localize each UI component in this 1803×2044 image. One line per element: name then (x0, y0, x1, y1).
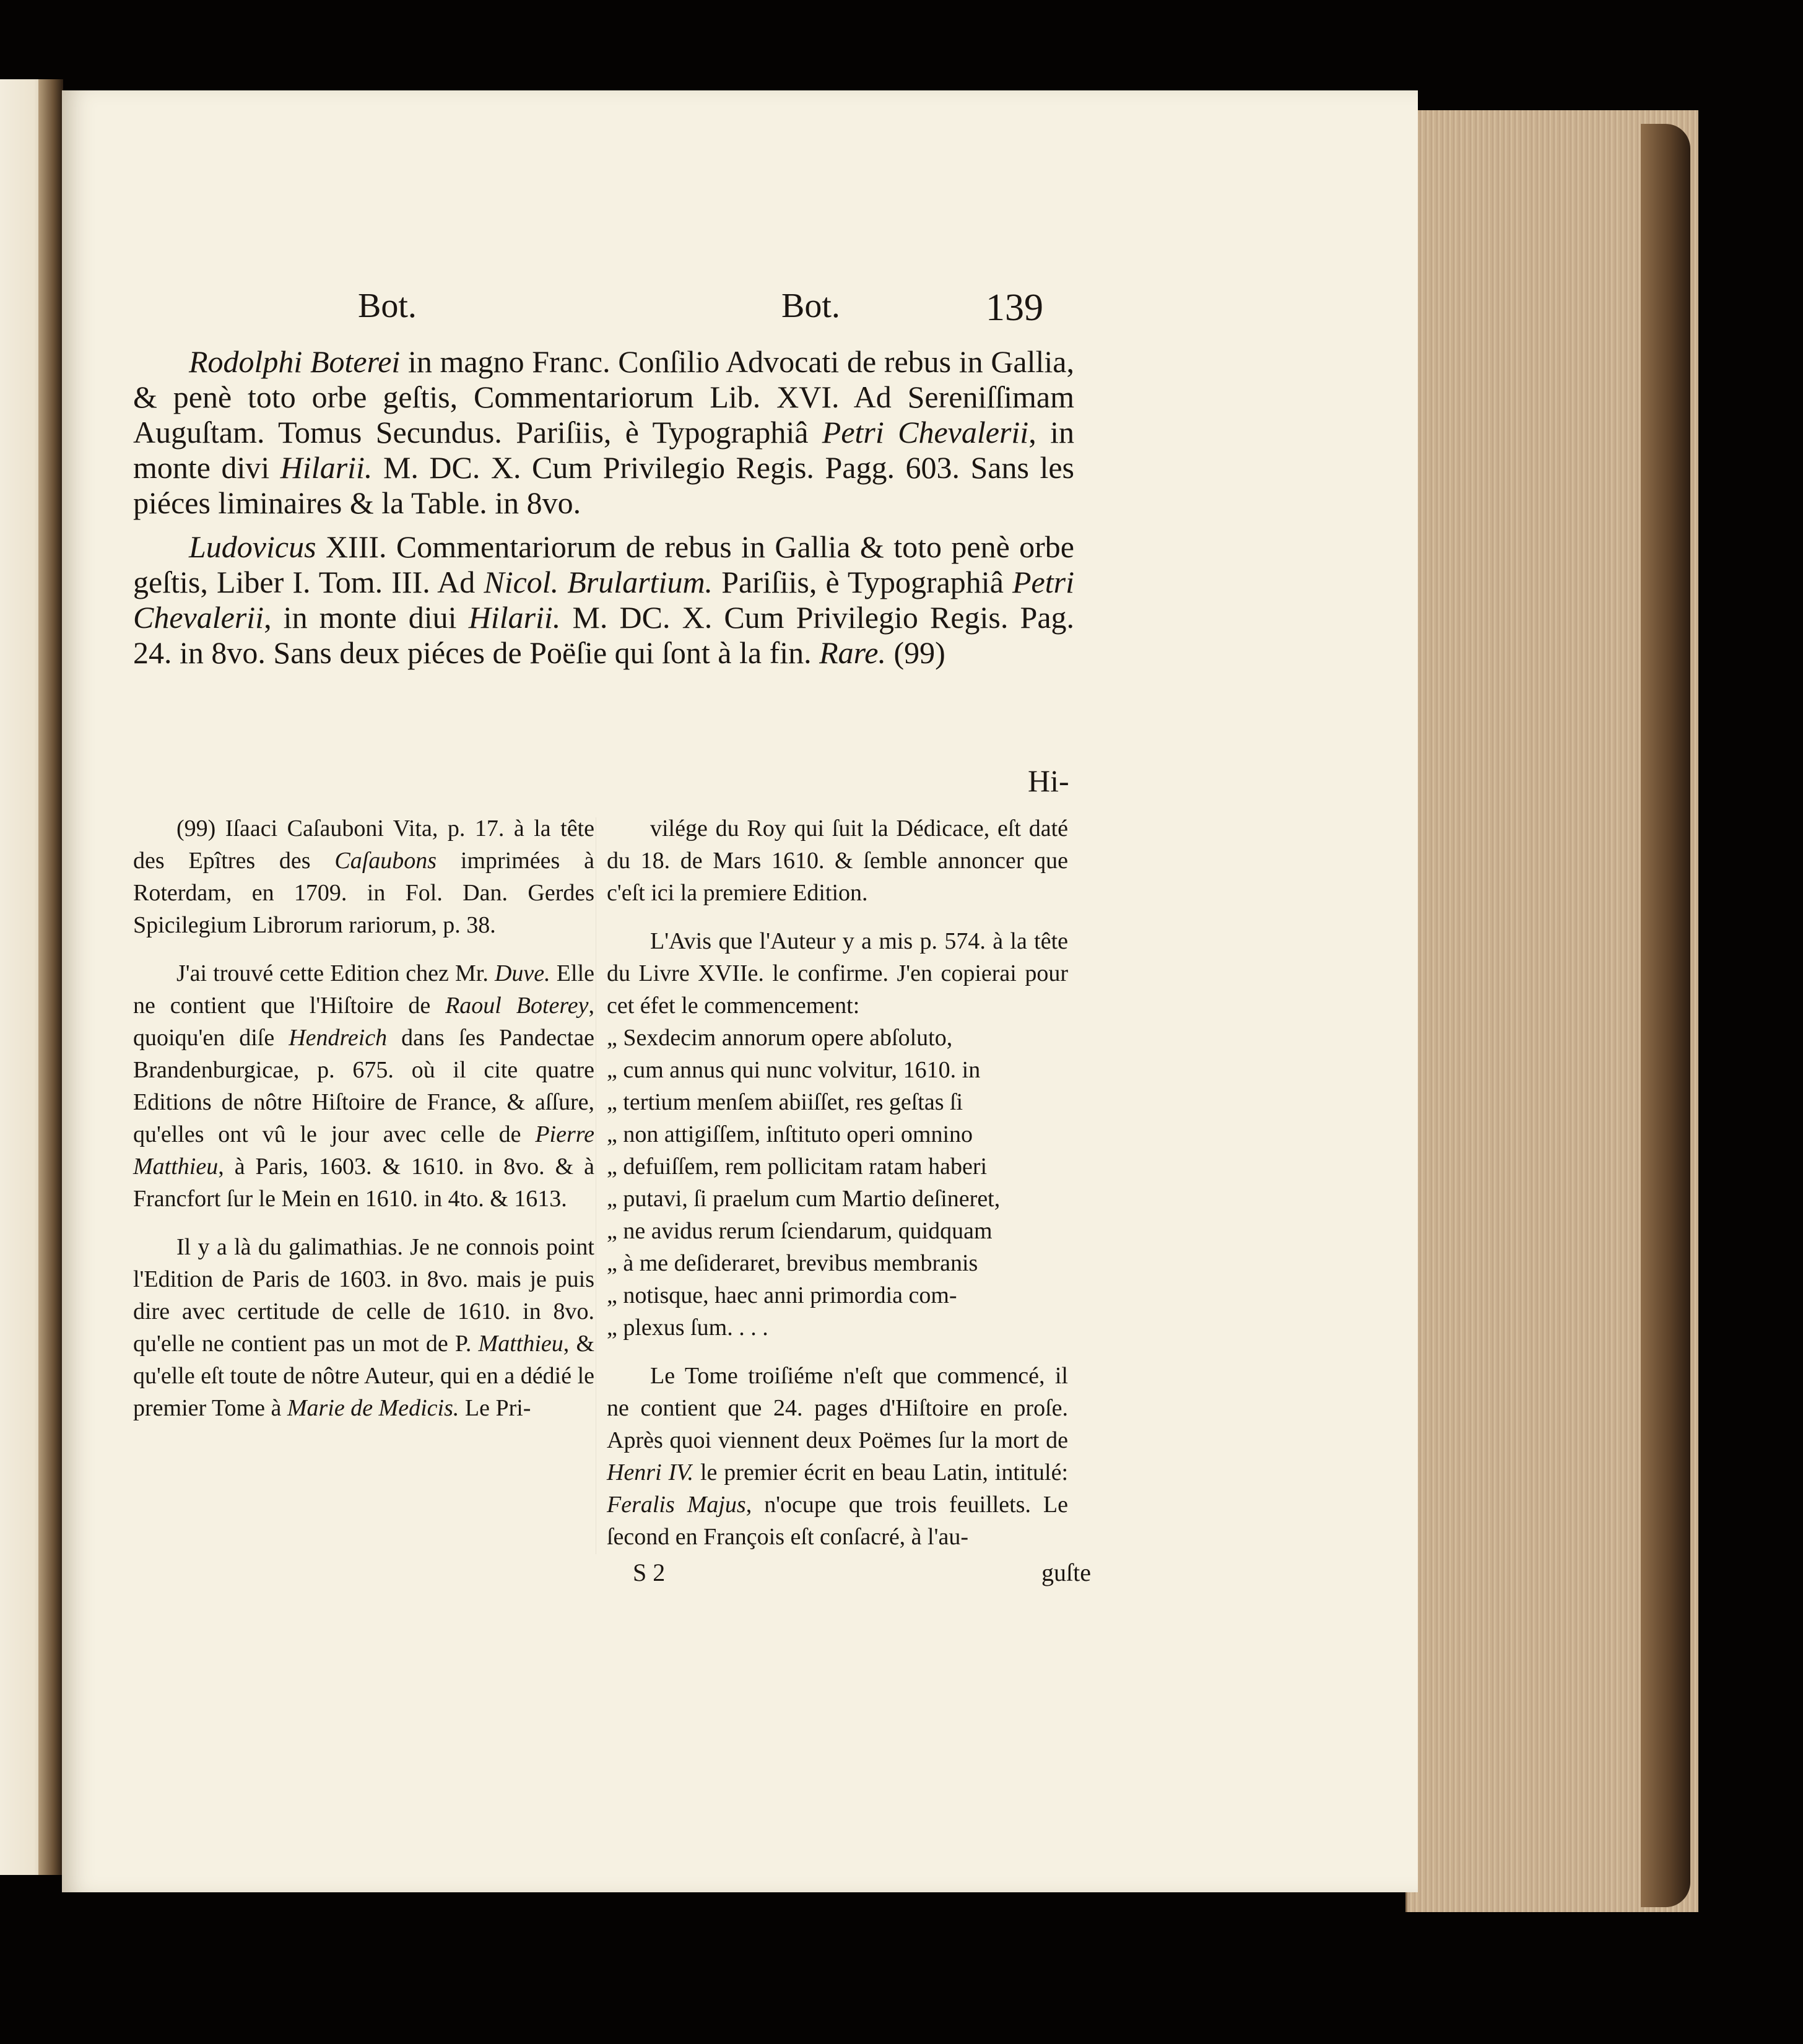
main-paragraph-1 (133, 344, 1074, 521)
italic-text: Hilarii. (280, 450, 373, 485)
italic-text: Pierre Matthieu (133, 1121, 594, 1180)
running-head-left: Bot. (358, 287, 417, 325)
italic-text: Hilarii. (468, 600, 561, 635)
note-right-paragraph-3 (607, 1360, 1068, 1553)
text-run: M. DC. X. Cum Privilegio Regis. Pagg. 603. Sans les piéces liminaires & la Table. in 8vo. (133, 450, 1074, 520)
running-head (0, 286, 1090, 342)
text-run: , in monte divi (133, 415, 1074, 485)
signature-mark: S 2 (633, 1559, 666, 1586)
running-head-center: Bot. (781, 287, 840, 325)
text-run: Pariſiis, è Typographiâ (713, 565, 1013, 599)
text-run: (99) Iſaaci Caſauboni Vita, p. 17. à la tête des Epîtres des (133, 815, 594, 874)
latin-quote (607, 1022, 1068, 1344)
quote-line: „ ne avidus rerum ſciendarum, quidquam (607, 1218, 993, 1244)
notes-left-column (133, 812, 594, 1440)
text-run: , à Paris, 1603. & 1610. in 8vo. & à Francfort ſur le Mein en 1610. in 4to. & 1613. (133, 1154, 594, 1212)
italic-text: Rodolphi Boterei (189, 344, 401, 379)
italic-text: Duve. (494, 960, 550, 986)
text-run: Elle ne contient que l'Hiſtoire de (133, 960, 594, 1019)
text-run: Le Pri- (459, 1395, 531, 1421)
italic-text: Marie de Medicis. (287, 1395, 459, 1421)
text-run: J'ai trouvé cette Edition chez Mr. (176, 960, 495, 986)
notes-right-column (607, 812, 1068, 1569)
text-run: , in monte diui (264, 600, 469, 635)
text-run: dans ſes Pandectae Brandenburgicae, p. 675. où il cite quatre Editions de nôtre Hiſtoire de France, & aſſure, qu'elles ont vû le jour avec celle de (133, 1025, 594, 1147)
note-paragraph-3 (133, 1231, 594, 1424)
gutter-shadow (38, 79, 63, 1875)
quote-line: „ plexus ſum. . . . (607, 1315, 768, 1341)
quote-line: „ putavi, ſi praelum cum Martio deſineret, (607, 1186, 1001, 1212)
text-run: le premier écrit en beau Latin, intitulé: (693, 1459, 1069, 1485)
text-run: imprimées à Roterdam, en 1709. in Fol. Dan. Gerdes Spicilegium Librorum rariorum, p. 38. (133, 848, 594, 938)
catchword-main: Hi- (1028, 763, 1069, 798)
note-99 (133, 812, 594, 941)
text-run: vilége du Roy qui ſuit la Dédicace, eſt daté du 18. de Mars 1610. & ſemble annoncer que c'eſt ici la premiere Edition. (607, 815, 1068, 906)
catchword-notes: guſte (1041, 1559, 1091, 1586)
text-run: M. DC. X. Cum Privilegio Regis. Pag. 24. in 8vo. Sans deux piéces de Poëſie qui ſont à la fin. (133, 600, 1075, 670)
italic-text: Rare. (819, 635, 886, 670)
italic-text: Ludovicus (189, 529, 316, 564)
text-run: XIII. Commentariorum de rebus in Gallia & toto penè orbe geſtis, Liber I. Tom. III. Ad (133, 529, 1074, 599)
text-run: , quoiqu'en diſe (133, 993, 595, 1051)
text-run: Il y a là du galimathias. Je ne connois point l'Edition de Paris de 1603. in 8vo. mais je puis dire avec certitude de celle de 1610. in 8vo. qu'elle ne contient pas un mot de P. (133, 1234, 594, 1357)
book-cover-edge (1641, 124, 1690, 1907)
main-paragraph-2 (133, 529, 1074, 671)
italic-text: Hendreich (289, 1025, 388, 1051)
quote-line: „ defuiſſem, rem pollicitam ratam haberi (607, 1154, 988, 1180)
italic-text: Caſaubons (334, 848, 437, 874)
italic-text: Petri Chevalerii (822, 415, 1029, 450)
italic-text: Nicol. Brulartium. (484, 565, 713, 599)
quote-line: „ Sexdecim annorum opere abſoluto, (607, 1025, 953, 1051)
note-right-paragraph-1 (607, 812, 1068, 909)
italic-text: Petri Chevalerii (133, 565, 1074, 635)
text-run: in magno Franc. Conſilio Advocati de rebus in Gallia, & penè toto orbe geſtis, Commentariorum Lib. XVI. Ad Sereniſſimam Auguſtam. Tomus Secundus. Pariſiis, è Typographiâ (133, 344, 1074, 450)
italic-text: Raoul Boterey (445, 993, 589, 1019)
quote-line: „ cum annus qui nunc volvitur, 1610. in (607, 1057, 981, 1083)
quote-line: „ tertium menſem abiiſſet, res geſtas ſi (607, 1089, 963, 1115)
text-run: (99) (885, 635, 945, 670)
page-number: 139 (986, 287, 1043, 329)
italic-text: Feralis Majus (607, 1492, 746, 1518)
italic-text: Henri IV. (607, 1459, 694, 1485)
quote-line: „ non attigiſſem, inſtituto operi omnino (607, 1121, 973, 1147)
quote-line: „ notisque, haec anni primordia com- (607, 1282, 957, 1308)
text-run: Le Tome troiſiéme n'eſt que commencé, il ne contient que 24. pages d'Hiſtoire en proſe. Après quoi viennent deux Poëmes ſur la mort de (607, 1363, 1068, 1453)
note-right-paragraph-2: L'Avis que l'Auteur y a mis p. 574. à la tête du Livre XVIIe. le confirme. J'en copierai pour cet éfet le commencement: (607, 928, 1068, 1019)
main-text (133, 344, 1074, 679)
note-paragraph-2 (133, 957, 594, 1215)
text-run: , n'ocupe que trois feuillets. Le ſecond en François eſt conſacré, à l'au- (607, 1492, 1068, 1550)
italic-text: Matthieu (478, 1331, 563, 1357)
text-run: , & qu'elle eſt toute de nôtre Auteur, qui en a dédié le premier Tome à (133, 1331, 595, 1421)
quote-line: „ à me deſideraret, brevibus membranis (607, 1250, 978, 1276)
